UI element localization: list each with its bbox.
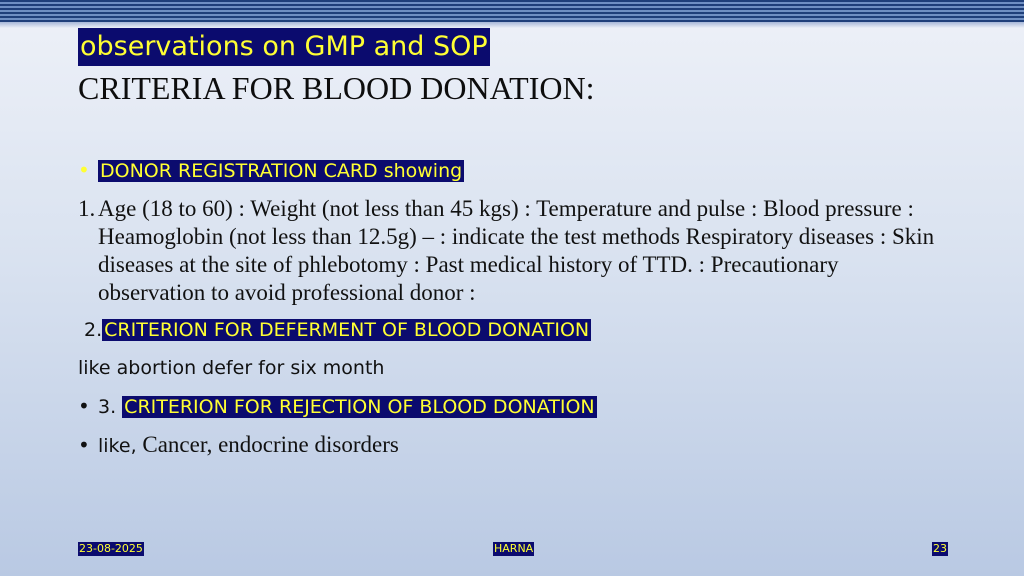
bullet-icon: • [78, 394, 90, 418]
bullet-icon: • [78, 158, 90, 182]
footer-date: 23-08-2025 [79, 542, 143, 555]
donor-registration-label: DONOR REGISTRATION CARD showing [100, 160, 463, 182]
item4-prefix: like, [98, 435, 137, 457]
footer-author: HARNA [494, 542, 534, 555]
item4-line [78, 430, 399, 462]
item2-label: CRITERION FOR DEFERMENT OF BLOOD DONATION [104, 319, 590, 341]
item2-line [84, 316, 591, 344]
footer-page-number: 23 [933, 542, 947, 555]
item4-text: Cancer, endocrine disorders [136, 432, 399, 457]
item1-paragraph [78, 195, 938, 307]
top-decorative-band [0, 0, 1024, 22]
item3-prefix: 3. [98, 396, 123, 418]
item1-number: 1. [78, 196, 96, 221]
item1-text: Age (18 to 60) : Weight (not less than 45 kgs) : Temperature and pulse : Blood pressure : Heamoglobin (not less than 12.5g) – : indicate the test methods Respiratory diseases : Skin diseases at the site of phlebotomy : Past medical history of TTD. : Precautionary observation to avoid professional donor : [98, 196, 935, 305]
item3-label: CRITERION FOR REJECTION OF BLOOD DONATION [124, 396, 595, 418]
item2-number: 2. [84, 319, 103, 341]
bullet-donor-registration [78, 156, 464, 185]
slide-title-line1: observations on GMP and SOP [78, 28, 490, 66]
item2-note: like abortion defer for six month [78, 357, 385, 379]
bullet-icon: • [78, 433, 90, 457]
slide-title-line2: CRITERIA FOR BLOOD DONATION: [78, 70, 595, 106]
item3-line [78, 392, 597, 421]
